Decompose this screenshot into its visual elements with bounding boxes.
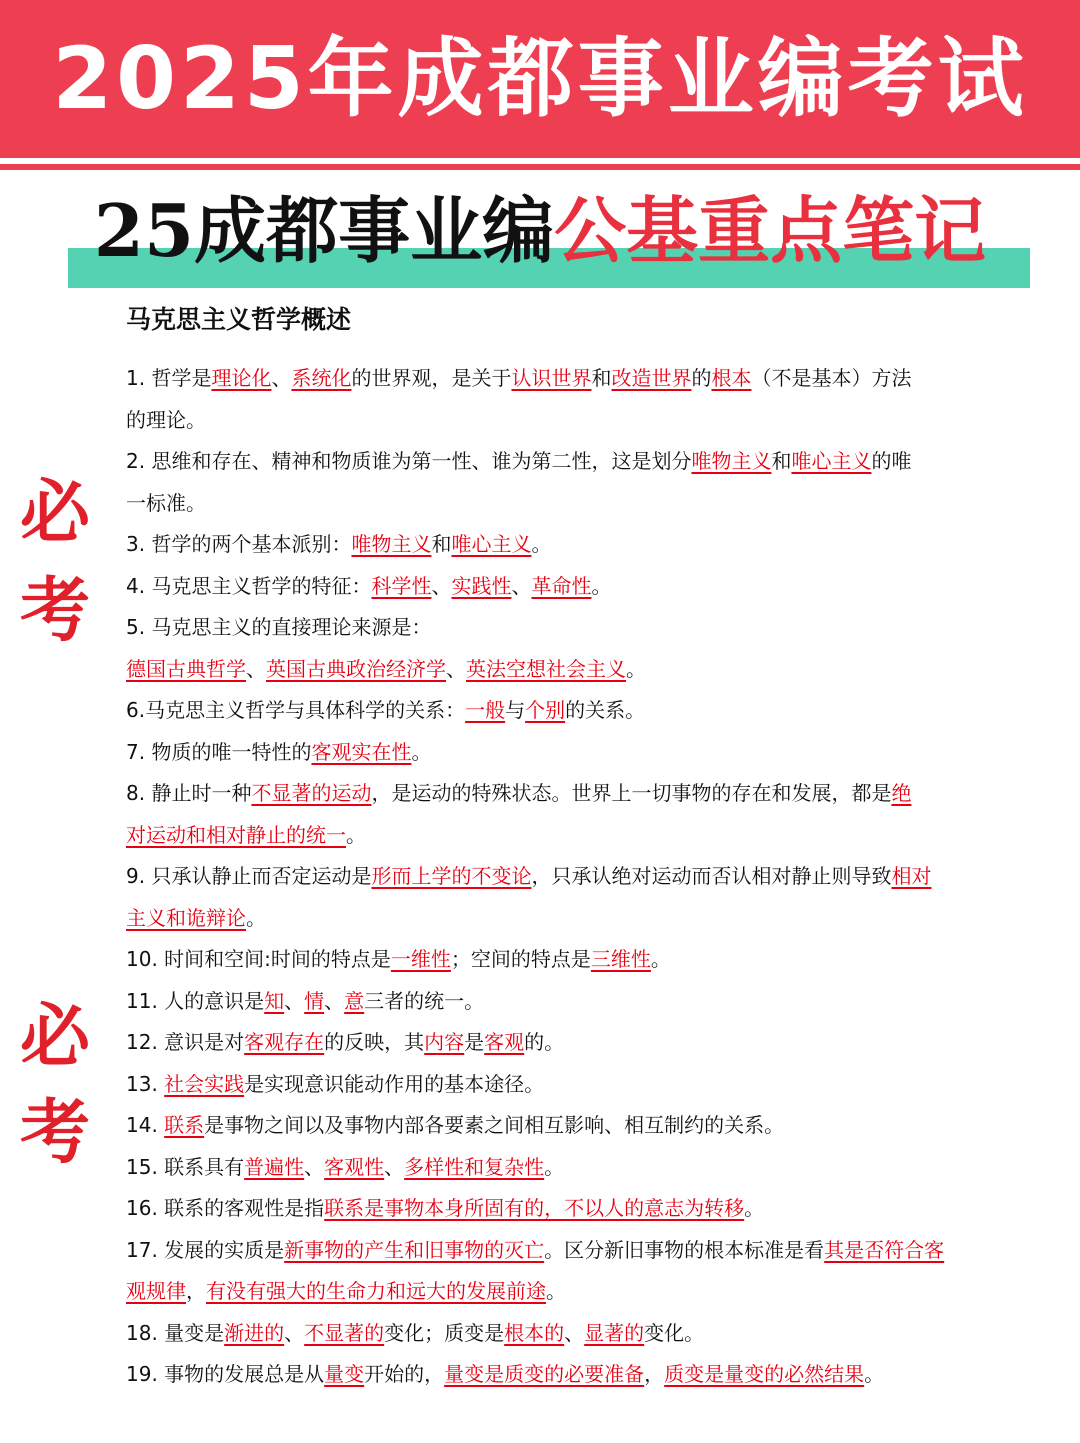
key-term: 英法空想社会主义: [466, 656, 626, 681]
key-term: 根本的: [504, 1320, 565, 1345]
note-text: 与: [505, 698, 526, 722]
note-text: 8. 静止时一种: [126, 781, 252, 805]
key-term: 客观性: [324, 1154, 385, 1179]
key-term: 唯心主义: [791, 449, 872, 473]
key-term: 理论化: [211, 366, 272, 390]
note-text: 的关系。: [565, 698, 646, 722]
key-term: 联系是事物本身所固有的，不以人的意志为转移: [324, 1196, 745, 1220]
key-term: 唯物主义: [691, 449, 772, 473]
note-line: [126, 1147, 986, 1189]
note-text: 3. 哲学的两个基本派别：: [126, 532, 352, 556]
note-line: [126, 649, 986, 691]
note-text: 6.马克思主义哲学与具体科学的关系：: [126, 698, 466, 722]
key-term: 形而上学的不变论: [371, 864, 532, 888]
note-text: 变化；质变是: [384, 1320, 505, 1345]
note-line: [126, 856, 986, 898]
note-text: 1. 哲学是: [126, 366, 212, 390]
key-term: 量变是质变的必要准备: [444, 1362, 645, 1386]
note-line: [126, 400, 986, 442]
key-term: 其是否符合客: [824, 1237, 945, 1262]
key-term: 绝: [891, 781, 912, 805]
note-text: 15. 联系具有: [126, 1154, 245, 1179]
note-text: ，是运动的特殊状态。世界上一切事物的存在和发展，都是: [371, 781, 892, 805]
key-term: 量变: [324, 1362, 365, 1386]
note-text: 13.: [126, 1071, 165, 1096]
note-text: 、: [446, 656, 466, 681]
note-text: 、: [564, 1320, 585, 1345]
key-term: 主义和诡辩论: [126, 905, 246, 930]
key-term: 客观存在: [244, 1030, 325, 1054]
note-text: 。: [626, 656, 646, 681]
banner-divider: [0, 164, 1080, 170]
note-text: 9. 只承认静止而否定运动是: [126, 864, 372, 888]
key-term: 三维性: [590, 947, 651, 971]
note-text: 一标准。: [126, 490, 206, 515]
key-term: 不显著的: [304, 1320, 385, 1345]
note-text: 、: [284, 988, 305, 1013]
key-term: 知: [264, 988, 285, 1013]
key-term: 联系: [164, 1113, 205, 1137]
key-term: 个别: [525, 698, 566, 722]
note-text: 、: [324, 988, 345, 1013]
note-text: ，: [186, 1279, 206, 1303]
note-text: 。: [346, 822, 366, 847]
note-line: [126, 1271, 986, 1313]
note-line: [126, 1022, 986, 1064]
key-term: 新事物的产生和旧事物的灭亡: [284, 1237, 545, 1262]
key-term: 改造世界: [611, 366, 692, 390]
key-term: 相对: [891, 864, 932, 888]
key-term: 系统化: [291, 366, 352, 390]
note-text: 和: [431, 532, 452, 556]
key-term: 根本: [711, 366, 752, 390]
note-text: 18. 量变是: [126, 1320, 225, 1345]
note-text: ；空间的特点是: [450, 947, 591, 971]
key-term: 一般: [465, 698, 506, 722]
note-text: 11. 人的意识是: [126, 988, 265, 1013]
key-term: 渐进的: [224, 1320, 285, 1345]
key-term: 普遍性: [244, 1154, 305, 1179]
note-text: 。区分新旧事物的根本标准是看: [544, 1237, 825, 1262]
note-text: 的唯: [871, 449, 912, 473]
note-line: [126, 690, 986, 732]
key-term: 显著的: [584, 1320, 645, 1345]
note-text: ，只承认绝对运动而否认相对静止则导致: [531, 864, 892, 888]
note-text: 17. 发展的实质是: [126, 1237, 285, 1262]
note-text: 。: [650, 947, 671, 971]
key-term: 认识世界: [511, 366, 592, 390]
note-text: 。: [544, 1154, 565, 1179]
note-text: 16. 联系的客观性是指: [126, 1196, 325, 1220]
key-term: 意: [344, 988, 365, 1013]
note-text: 的: [691, 366, 712, 390]
note-text: 19. 事物的发展总是从: [126, 1362, 325, 1386]
note-line: [126, 898, 986, 940]
key-term: 科学性: [371, 573, 432, 598]
key-term: 有没有强大的生命力和远大的发展前途: [206, 1279, 546, 1303]
notes-list: [126, 358, 986, 1396]
note-line: [126, 441, 986, 483]
must-test-stamp-char: 考: [20, 1090, 90, 1173]
note-text: 。: [864, 1362, 885, 1386]
note-line: [126, 773, 986, 815]
key-term: 实践性: [451, 573, 512, 598]
note-text: 7. 物质的唯一特性的: [126, 739, 312, 764]
note-line: [126, 732, 986, 774]
note-line: [126, 1188, 986, 1230]
note-text: 、: [511, 573, 532, 598]
note-text: 。: [531, 532, 552, 556]
key-term: 社会实践: [164, 1071, 245, 1096]
key-term: 质变是量变的必然结果: [664, 1362, 865, 1386]
note-text: 、: [431, 573, 452, 598]
subtitle-red-part: 公基重点笔记: [554, 188, 987, 273]
note-text: 。: [246, 905, 266, 930]
must-test-stamp-char: 必: [20, 470, 90, 553]
note-text: 4. 马克思主义哲学的特征：: [126, 573, 372, 598]
note-text: 12. 意识是对: [126, 1030, 245, 1054]
note-line: [126, 524, 986, 566]
key-term: 观规律: [126, 1279, 186, 1303]
note-text: 是事物之间以及事物内部各要素之间相互影响、相互制约的关系。: [204, 1113, 785, 1137]
note-text: 。: [546, 1279, 566, 1303]
note-line: [126, 607, 986, 649]
key-term: 内容: [424, 1030, 465, 1054]
key-term: 客观实在性: [311, 739, 412, 764]
note-line: [126, 815, 986, 857]
note-line: [126, 981, 986, 1023]
key-term: 情: [304, 988, 325, 1013]
note-text: 。: [411, 739, 432, 764]
note-text: 、: [384, 1154, 405, 1179]
note-text: 、: [284, 1320, 305, 1345]
subtitle: [0, 186, 1080, 276]
key-term: 英国古典政治经济学: [266, 656, 446, 681]
subtitle-black-part: 25成都事业编: [93, 188, 555, 273]
note-text: 。: [744, 1196, 765, 1220]
key-term: 唯心主义: [451, 532, 532, 556]
note-text: 14.: [126, 1113, 165, 1137]
note-text: 和: [591, 366, 612, 390]
key-term: 不显著的运动: [251, 781, 372, 805]
note-text: 的反映，其: [324, 1030, 425, 1054]
key-term: 多样性和复杂性: [404, 1154, 545, 1179]
note-text: 是实现意识能动作用的基本途径。: [244, 1071, 545, 1096]
key-term: 客观: [484, 1030, 525, 1054]
key-term: 一维性: [390, 947, 451, 971]
note-line: [126, 1230, 986, 1272]
note-text: 变化。: [644, 1320, 705, 1345]
note-text: 10. 时间和空间:时间的特点是: [126, 947, 391, 971]
note-line: [126, 566, 986, 608]
note-text: 的。: [524, 1030, 565, 1054]
must-test-stamp-char: 必: [20, 994, 90, 1077]
key-term: 德国古典哲学: [126, 656, 246, 681]
note-line: [126, 1313, 986, 1355]
note-text: 是: [464, 1030, 485, 1054]
key-term: 革命性: [531, 573, 592, 598]
note-text: ，: [644, 1362, 665, 1386]
note-text: 、: [246, 656, 266, 681]
note-text: 。: [591, 573, 612, 598]
section-title: 马克思主义哲学概述: [126, 305, 352, 334]
note-text: 和: [771, 449, 792, 473]
must-test-stamp-char: 考: [20, 568, 90, 651]
note-text: （不是基本）方法: [751, 366, 912, 390]
page-title: 2025年成都事业编考试: [52, 29, 1028, 129]
note-text: 的世界观，是关于: [351, 366, 512, 390]
note-text: 开始的，: [364, 1362, 445, 1386]
note-text: 5. 马克思主义的直接理论来源是：: [126, 615, 432, 639]
note-line: [126, 483, 986, 525]
note-line: [126, 939, 986, 981]
note-line: [126, 1105, 986, 1147]
note-line: [126, 1354, 986, 1396]
key-term: 唯物主义: [351, 532, 432, 556]
key-term: 对运动和相对静止的统一: [126, 822, 346, 847]
note-text: 、: [304, 1154, 325, 1179]
note-text: 、: [271, 366, 292, 390]
note-line: [126, 358, 986, 400]
note-text: 的理论。: [126, 407, 206, 432]
note-text: 2. 思维和存在、精神和物质谁为第一性、谁为第二性，这是划分: [126, 449, 692, 473]
note-text: 三者的统一。: [364, 988, 485, 1013]
note-line: [126, 1064, 986, 1106]
